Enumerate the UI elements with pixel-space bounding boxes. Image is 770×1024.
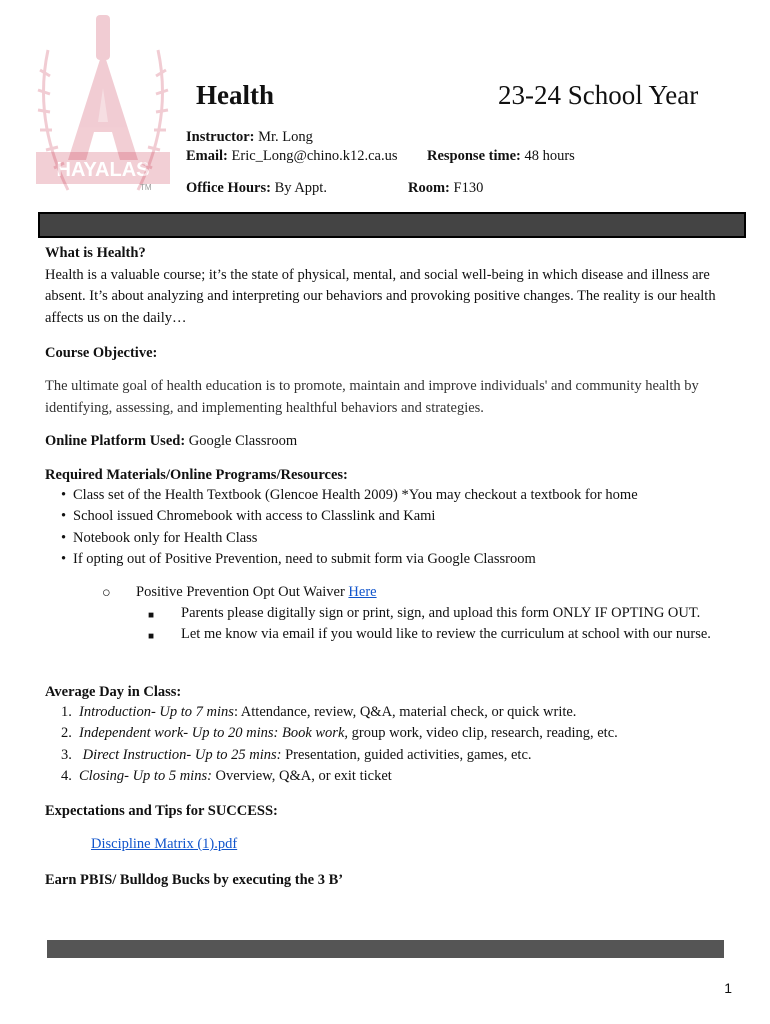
average-day-heading: Average Day in Class: bbox=[45, 684, 182, 700]
what-is-body: Health is a valuable course; it’s the state of physical, mental, and social well-being in which disease and illness are absent. It’s about analyzing and interpreting our behaviors and provoking positive changes. The reality is our health affects us on the daily… bbox=[45, 266, 716, 326]
pbis-heading-block bbox=[45, 870, 735, 892]
day-item bbox=[45, 723, 745, 744]
waiver-line bbox=[136, 584, 377, 601]
room-line bbox=[408, 180, 483, 197]
materials-item: • Class set of the Health Textbook (Glencoe Health 2009) *You may checkout a textbook for home bbox=[45, 485, 745, 506]
response-label: Response time: bbox=[427, 148, 521, 164]
day-item-phase: Closing- Up to 5 mins: bbox=[79, 767, 212, 784]
what-is-section bbox=[45, 243, 735, 329]
office-value: By Appt. bbox=[274, 180, 327, 196]
day-item bbox=[45, 745, 745, 766]
platform-line bbox=[45, 431, 735, 453]
average-day-heading-block bbox=[45, 682, 735, 704]
response-value: 48 hours bbox=[524, 148, 575, 164]
office-label: Office Hours: bbox=[186, 180, 271, 196]
response-line bbox=[427, 148, 575, 165]
objective-heading-block bbox=[45, 343, 735, 365]
square-bullet: ■ bbox=[148, 631, 155, 642]
day-item-detail: : Attendance, review, Q&A, material check, or quick write. bbox=[233, 704, 577, 720]
waiver-sub-item: Parents please digitally sign or print, sign, and upload this form ONLY IF OPTING OUT. bbox=[181, 605, 701, 621]
logo-tm: TM bbox=[140, 183, 152, 192]
day-item-detail: group work, video clip, research, reading, etc. bbox=[348, 725, 618, 742]
day-item-phase: Direct Instruction- Up to 25 mins: bbox=[79, 746, 282, 763]
logo-banner-text: HAYALAS bbox=[56, 159, 150, 181]
waiver-link[interactable]: Here bbox=[348, 584, 377, 600]
platform-value: Google Classroom bbox=[188, 433, 298, 449]
course-title: Health bbox=[196, 80, 274, 110]
day-item-number: 4. bbox=[61, 767, 72, 784]
page-number: 1 bbox=[724, 980, 732, 996]
materials-heading-block bbox=[45, 465, 735, 487]
materials-item: • If opting out of Positive Prevention, need to submit form via Google Classroom bbox=[45, 549, 745, 570]
objective-heading: Course Objective: bbox=[45, 345, 158, 361]
circle-bullet: ○ bbox=[102, 585, 111, 601]
materials-item: • Notebook only for Health Class bbox=[45, 528, 745, 549]
day-item-phase: Independent work- Up to 20 mins: Book work, bbox=[79, 725, 349, 742]
day-item-number: 2. bbox=[61, 725, 72, 742]
objective-body: The ultimate goal of health education is to promote, maintain and improve individuals' and community health by identifying, assessing, and implementing healthful behaviors and strategies. bbox=[45, 378, 699, 416]
materials-item: • School issued Chromebook with access to Classlink and Kami bbox=[45, 506, 745, 527]
room-value: F130 bbox=[453, 180, 484, 196]
day-item-number: 1. bbox=[61, 704, 72, 720]
day-item-phase: Introduction- Up to 7 mins bbox=[79, 704, 234, 720]
school-crest-logo bbox=[28, 10, 178, 210]
email-value[interactable]: Eric_Long@chino.k12.ca.us bbox=[231, 148, 398, 164]
instructor-value: Mr. Long bbox=[258, 129, 313, 145]
day-item bbox=[45, 766, 745, 787]
email-line bbox=[186, 148, 397, 165]
waiver-text: Positive Prevention Opt Out Waiver bbox=[136, 584, 345, 600]
email-label: Email: bbox=[186, 148, 228, 164]
instructor-line bbox=[186, 129, 313, 146]
waiver-sub-item: Let me know via email if you would like to review the curriculum at school with our nurse. bbox=[181, 626, 711, 642]
school-year: 23-24 School Year bbox=[498, 80, 699, 110]
day-item-detail: Overview, Q&A, or exit ticket bbox=[211, 767, 392, 784]
expectations-heading: Expectations and Tips for SUCCESS: bbox=[45, 803, 278, 819]
room-label: Room: bbox=[408, 180, 450, 196]
discipline-matrix-link[interactable]: Discipline Matrix (1).pdf bbox=[91, 836, 238, 852]
pbis-heading: Earn PBIS/ Bulldog Bucks by executing the 3 B’ bbox=[45, 872, 344, 888]
average-day-list bbox=[45, 702, 745, 787]
instructor-label: Instructor: bbox=[186, 129, 255, 145]
expectations-heading-block bbox=[45, 801, 735, 823]
materials-heading: Required Materials/Online Programs/Resources: bbox=[45, 467, 348, 483]
day-item-number: 3. bbox=[61, 746, 72, 763]
day-item bbox=[45, 702, 745, 723]
what-is-heading: What is Health? bbox=[45, 245, 146, 261]
header-divider-bar bbox=[38, 212, 746, 238]
office-hours-line bbox=[186, 180, 327, 197]
square-bullet: ■ bbox=[148, 610, 155, 621]
day-item-detail: Presentation, guided activities, games, etc. bbox=[281, 746, 532, 763]
footer-divider-bar bbox=[47, 940, 724, 958]
platform-label: Online Platform Used: bbox=[45, 433, 186, 449]
materials-list bbox=[45, 485, 745, 570]
